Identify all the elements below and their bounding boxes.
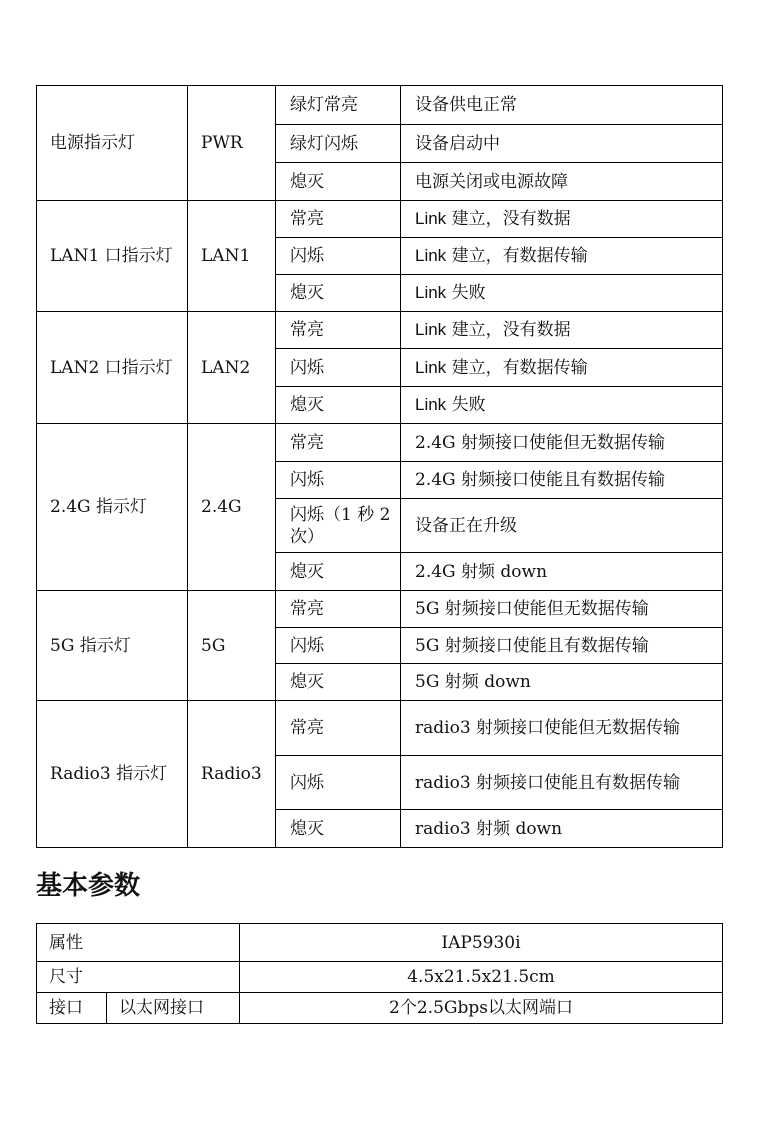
- led-indicator-label: LAN2: [188, 312, 276, 424]
- param-iface-sub-label: 以太网接口: [107, 993, 240, 1024]
- led-meaning-text: 建立，有数据传输: [446, 246, 588, 266]
- led-indicator-name: LAN1 口指示灯: [37, 201, 188, 312]
- led-meaning: 2.4G 射频接口使能且有数据传输: [401, 462, 723, 499]
- led-meaning: 设备启动中: [401, 125, 723, 163]
- led-indicator-name: Radio3 指示灯: [37, 701, 188, 848]
- led-meaning: radio3 射频接口使能且有数据传输: [401, 756, 723, 810]
- led-meaning: 设备正在升级: [401, 499, 723, 553]
- led-indicator-name: LAN2 口指示灯: [37, 312, 188, 424]
- led-meaning-text: 失败: [446, 395, 486, 415]
- section-title: 基本参数: [36, 871, 141, 901]
- led-state: 闪烁: [276, 628, 401, 664]
- led-row: [37, 312, 723, 349]
- led-meaning-text: 建立，有数据传输: [446, 357, 588, 378]
- led-row: [37, 424, 723, 462]
- led-meaning-text: 失败: [446, 283, 486, 303]
- led-meaning-link-prefix: Link: [415, 283, 447, 302]
- led-state: 闪烁: [276, 462, 401, 499]
- led-meaning-link-prefix: Link: [415, 246, 447, 265]
- led-meaning: [401, 349, 723, 387]
- led-meaning-link-prefix: Link: [415, 320, 447, 339]
- led-state: 熄灭: [276, 387, 401, 424]
- led-meaning: 设备供电正常: [401, 86, 723, 125]
- led-indicator-name: 电源指示灯: [37, 86, 188, 201]
- param-attr-label: 属性: [37, 924, 240, 962]
- led-state: 熄灭: [276, 163, 401, 201]
- led-row: [37, 701, 723, 756]
- led-state: 绿灯常亮: [276, 86, 401, 125]
- led-row: [37, 591, 723, 628]
- led-indicator-label: Radio3: [188, 701, 276, 848]
- led-state: 闪烁: [276, 238, 401, 275]
- param-iface-label: 接口: [37, 993, 107, 1024]
- led-state: 熄灭: [276, 275, 401, 312]
- led-meaning: 2.4G 射频 down: [401, 553, 723, 591]
- param-row-attr: [37, 924, 723, 962]
- led-state: 常亮: [276, 591, 401, 628]
- led-indicator-label: PWR: [188, 86, 276, 201]
- led-state: 常亮: [276, 701, 401, 756]
- led-meaning: [401, 275, 723, 312]
- led-meaning: [401, 387, 723, 424]
- led-state: 闪烁（1 秒 2 次）: [276, 499, 401, 553]
- led-state: 闪烁: [276, 756, 401, 810]
- param-row-interface: [37, 993, 723, 1024]
- led-state: 绿灯闪烁: [276, 125, 401, 163]
- param-iface-value: 2个2.5Gbps以太网端口: [240, 993, 723, 1024]
- led-indicator-label: LAN1: [188, 201, 276, 312]
- led-state: 常亮: [276, 201, 401, 238]
- basic-params-table: [36, 923, 723, 1024]
- led-indicator-label: 2.4G: [188, 424, 276, 591]
- led-meaning: [401, 312, 723, 349]
- led-meaning: 电源关闭或电源故障: [401, 163, 723, 201]
- led-state: 闪烁: [276, 349, 401, 387]
- led-indicator-name: 5G 指示灯: [37, 591, 188, 701]
- param-row-size: [37, 962, 723, 993]
- led-meaning-link-prefix: Link: [415, 209, 447, 228]
- led-state: 熄灭: [276, 664, 401, 701]
- led-table-body: [37, 86, 723, 848]
- led-indicator-label: 5G: [188, 591, 276, 701]
- led-meaning: 5G 射频接口使能且有数据传输: [401, 628, 723, 664]
- led-indicator-table: [36, 85, 723, 848]
- led-row: [37, 201, 723, 238]
- led-meaning: [401, 201, 723, 238]
- led-meaning-text: 建立，没有数据: [446, 209, 571, 229]
- led-meaning: 5G 射频 down: [401, 664, 723, 701]
- led-state: 熄灭: [276, 810, 401, 848]
- led-meaning: [401, 238, 723, 275]
- led-state: 常亮: [276, 312, 401, 349]
- param-size-value: 4.5x21.5x21.5cm: [240, 962, 723, 993]
- led-meaning: radio3 射频接口使能但无数据传输: [401, 701, 723, 756]
- led-meaning-link-prefix: Link: [415, 357, 447, 377]
- led-meaning: 5G 射频接口使能但无数据传输: [401, 591, 723, 628]
- led-row: [37, 86, 723, 125]
- led-indicator-name: 2.4G 指示灯: [37, 424, 188, 591]
- param-size-label: 尺寸: [37, 962, 240, 993]
- led-meaning-text: 建立，没有数据: [446, 320, 571, 340]
- param-attr-value: IAP5930i: [240, 924, 723, 962]
- led-state: 常亮: [276, 424, 401, 462]
- led-meaning-link-prefix: Link: [415, 395, 447, 414]
- led-state: 熄灭: [276, 553, 401, 591]
- led-meaning: 2.4G 射频接口使能但无数据传输: [401, 424, 723, 462]
- led-meaning: radio3 射频 down: [401, 810, 723, 848]
